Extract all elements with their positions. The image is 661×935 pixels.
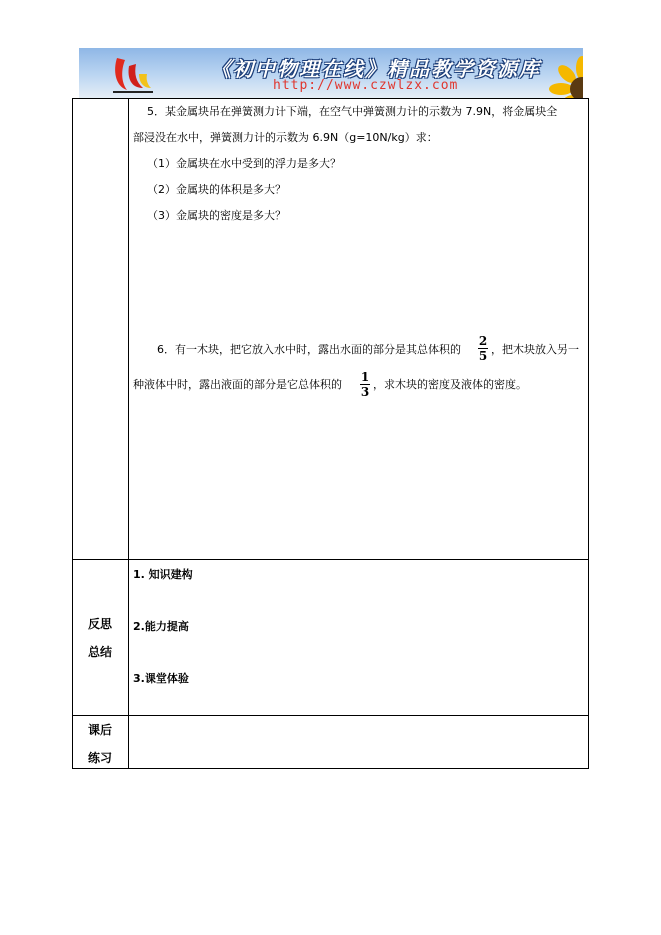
problem5-line1: 5．某金属块吊在弹簧测力计下端，在空气中弹簧测力计的示数为 7.9N，将金属块全 <box>147 105 558 118</box>
problem6-line2-end: ，求木块的密度及液体的密度。 <box>373 378 527 391</box>
reflection-label <box>72 610 128 666</box>
content-table <box>72 98 589 769</box>
problem5-question3: （3）金属块的密度是多大？ <box>147 209 286 222</box>
reflection-item-knowledge: 1. 知识建构 <box>133 568 193 581</box>
table-row-divider <box>72 715 589 716</box>
fraction-one-third <box>360 371 370 398</box>
problem5-question1: （1）金属块在水中受到的浮力是多大？ <box>147 157 341 170</box>
fraction-denominator: 5 <box>478 349 488 363</box>
problem6-line1-start: 6．有一木块，把它放入水中时，露出水面的部分是其总体积的 <box>157 343 461 356</box>
reflection-item-experience: 3.课堂体验 <box>133 672 189 685</box>
homework-label-line2: 练习 <box>87 751 112 765</box>
table-column-divider <box>128 98 129 769</box>
fraction-denominator: 3 <box>360 385 370 399</box>
fraction-two-fifths <box>478 335 488 362</box>
sunflower-icon <box>547 54 583 98</box>
banner-title: 《初中物理在线》精品教学资源库 <box>211 57 541 81</box>
homework-label-line1: 课后 <box>87 723 112 737</box>
banner-url[interactable]: http://www.czwlzx.com <box>273 78 459 93</box>
fraction-numerator: 2 <box>478 334 488 348</box>
reflection-label-line2: 总结 <box>87 645 112 659</box>
reflection-item-ability: 2.能力提高 <box>133 620 189 633</box>
problem6-line2-start: 种液体中时，露出液面的部分是它总体积的 <box>133 378 342 391</box>
homework-label <box>72 716 128 772</box>
problem5-question2: （2）金属块的体积是多大？ <box>147 183 286 196</box>
problem6-line1-end: ，把木块放入另一 <box>491 343 579 356</box>
table-row-divider <box>72 559 589 560</box>
header-banner <box>79 48 583 98</box>
fraction-numerator: 1 <box>360 370 370 384</box>
logo-icon <box>109 52 155 96</box>
problem5-line2: 部浸没在水中，弹簧测力计的示数为 6.9N（g=10N/kg）求： <box>133 131 438 144</box>
reflection-label-line1: 反思 <box>87 617 112 631</box>
